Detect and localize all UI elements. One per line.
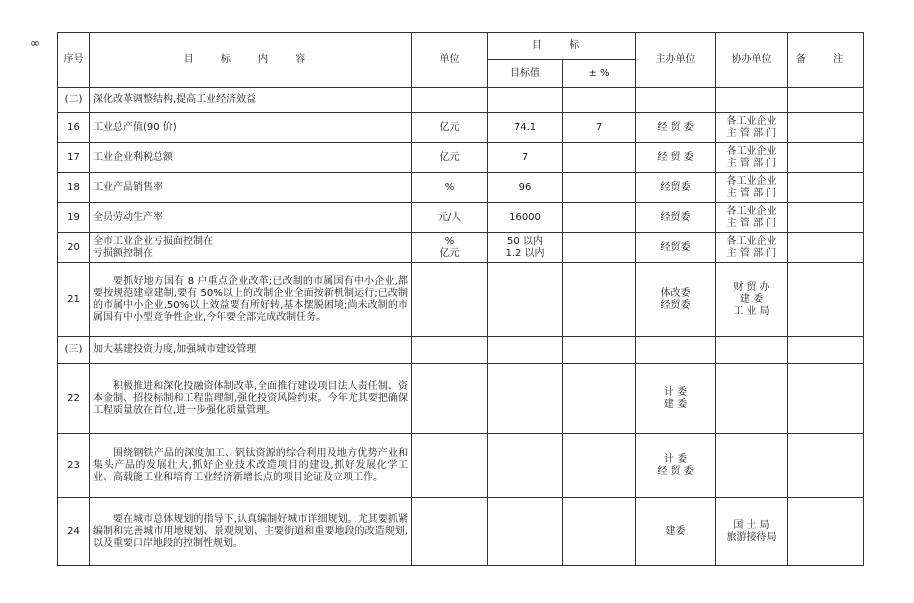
cell-unit [412, 88, 488, 113]
cell-content: 加大基建投资力度,加强城市建设管理 [90, 337, 412, 364]
cell-value [488, 337, 563, 364]
cell-pct [563, 203, 636, 233]
cell-remark [788, 113, 864, 143]
cell-lead: 体改委 经贸委 [636, 263, 716, 337]
cell-seq: 23 [58, 434, 90, 498]
cell-unit [412, 498, 488, 566]
header-seq: 序号 [58, 33, 90, 88]
cell-unit [412, 263, 488, 337]
table-row [58, 143, 864, 173]
cell-content: 积极推进和深化投融资体制改革,全面推行建设项目法人责任制、资本金制、招投标制和工程监理制,强化投资风险约束。今年尤其要把确保工程质量放在首位,进一步强化质量管理。 [90, 364, 412, 434]
cell-assist: 各工业企业 主 管 部 门 [716, 233, 788, 263]
header-pct: ± % [563, 60, 636, 88]
cell-unit [412, 364, 488, 434]
cell-value: 16000 [488, 203, 563, 233]
cell-seq: 22 [58, 364, 90, 434]
header-target: 目 标 [488, 33, 636, 60]
cell-value [488, 434, 563, 498]
cell-content: 深化改革调整结构,提高工业经济效益 [90, 88, 412, 113]
cell-pct: 7 [563, 113, 636, 143]
cell-seq: 18 [58, 173, 90, 203]
table-row [58, 434, 864, 498]
cell-remark [788, 203, 864, 233]
cell-lead: 计 委 经 贸 委 [636, 434, 716, 498]
cell-lead: 经贸委 [636, 203, 716, 233]
table-row [58, 113, 864, 143]
cell-seq: 24 [58, 498, 90, 566]
cell-seq: 21 [58, 263, 90, 337]
cell-pct [563, 434, 636, 498]
cell-pct [563, 263, 636, 337]
cell-assist: 财 贸 办 建 委 工 业 局 [716, 263, 788, 337]
cell-unit: 亿元 [412, 113, 488, 143]
header-assist: 协办单位 [716, 33, 788, 88]
header-remark: 备 注 [788, 33, 864, 88]
cell-remark [788, 263, 864, 337]
cell-content: 围绕钢铁产品的深度加工、钒钛资源的综合利用及地方优势产业和集头产品的发展壮大,抓好企业技术改造项目的建设,抓好发展化学工业、高载能工业和培育工业经济新增长点的项目论证及立项工作。 [90, 434, 412, 498]
cell-value [488, 364, 563, 434]
cell-unit: 亿元 [412, 143, 488, 173]
table-row [58, 498, 864, 566]
cell-content: 要抓好地方国有 8 户重点企业改革;已改制的市属国有中小企业,都要按规范建章建制,要有 50%以上的改制企业全面按新机制运行;已改制的市属中小企业,50%以上效益要有所好转,基本摆脱困境;尚未改制的市属国有中小型竞争性企业,今年要全部完成改制任务。 [90, 263, 412, 337]
cell-remark [788, 143, 864, 173]
cell-value [488, 88, 563, 113]
cell-pct [563, 337, 636, 364]
cell-assist [716, 88, 788, 113]
cell-assist: 各工业企业 主 管 部 门 [716, 203, 788, 233]
cell-seq: (三) [58, 337, 90, 364]
cell-assist [716, 337, 788, 364]
cell-value: 74.1 [488, 113, 563, 143]
cell-seq: 17 [58, 143, 90, 173]
cell-seq: 19 [58, 203, 90, 233]
cell-value [488, 498, 563, 566]
cell-seq: (二) [58, 88, 90, 113]
cell-unit: 元/人 [412, 203, 488, 233]
cell-value: 50 以内 1.2 以内 [488, 233, 563, 263]
cell-assist: 各工业企业 主 管 部 门 [716, 173, 788, 203]
cell-remark [788, 364, 864, 434]
cell-assist [716, 364, 788, 434]
cell-lead: 经 贸 委 [636, 113, 716, 143]
cell-content: 工业总产值(90 价) [90, 113, 412, 143]
cell-lead: 计 委 建 委 [636, 364, 716, 434]
table-row [58, 263, 864, 337]
cell-lead [636, 88, 716, 113]
cell-pct [563, 173, 636, 203]
target-table [57, 32, 864, 566]
header-target-value: 目标值 [488, 60, 563, 88]
cell-value: 7 [488, 143, 563, 173]
cell-content: 要在城市总体规划的指导下,认真编制好城市详细规划。尤其要抓紧编制和完善城市用地规划、景观规划、主要街道和重要地段的改造规划,以及重要口岸地段的控制性规划。 [90, 498, 412, 566]
cell-seq: 16 [58, 113, 90, 143]
cell-assist: 各工业企业 主 管 部 门 [716, 143, 788, 173]
cell-pct [563, 143, 636, 173]
header-lead: 主办单位 [636, 33, 716, 88]
cell-lead: 建委 [636, 498, 716, 566]
cell-lead: 经贸委 [636, 233, 716, 263]
table-row [58, 88, 864, 113]
cell-remark [788, 337, 864, 364]
cell-remark [788, 434, 864, 498]
cell-unit [412, 337, 488, 364]
cell-pct [563, 88, 636, 113]
cell-pct [563, 364, 636, 434]
cell-unit: % [412, 173, 488, 203]
cell-remark [788, 498, 864, 566]
table-row [58, 173, 864, 203]
cell-content: 全市工业企业亏损面控制在 亏损额控制在 [90, 233, 412, 263]
table-row [58, 337, 864, 364]
cell-remark [788, 88, 864, 113]
table-row [58, 364, 864, 434]
page-mark: ∞ [30, 36, 40, 50]
cell-lead: 经 贸 委 [636, 143, 716, 173]
cell-lead: 经贸委 [636, 173, 716, 203]
cell-pct [563, 498, 636, 566]
cell-unit [412, 434, 488, 498]
cell-assist: 各工业企业 主 管 部 门 [716, 113, 788, 143]
cell-assist: 国 土 局 旅游接待局 [716, 498, 788, 566]
cell-remark [788, 173, 864, 203]
cell-remark [788, 233, 864, 263]
header-unit: 单位 [412, 33, 488, 88]
cell-content: 工业产品销售率 [90, 173, 412, 203]
cell-seq: 20 [58, 233, 90, 263]
cell-value [488, 263, 563, 337]
header-content: 目 标 内 容 [90, 33, 412, 88]
cell-pct [563, 233, 636, 263]
table-row [58, 203, 864, 233]
cell-unit: % 亿元 [412, 233, 488, 263]
cell-content: 全员劳动生产率 [90, 203, 412, 233]
cell-assist [716, 434, 788, 498]
table-row [58, 233, 864, 263]
cell-content: 工业企业利税总额 [90, 143, 412, 173]
cell-lead [636, 337, 716, 364]
cell-value: 96 [488, 173, 563, 203]
